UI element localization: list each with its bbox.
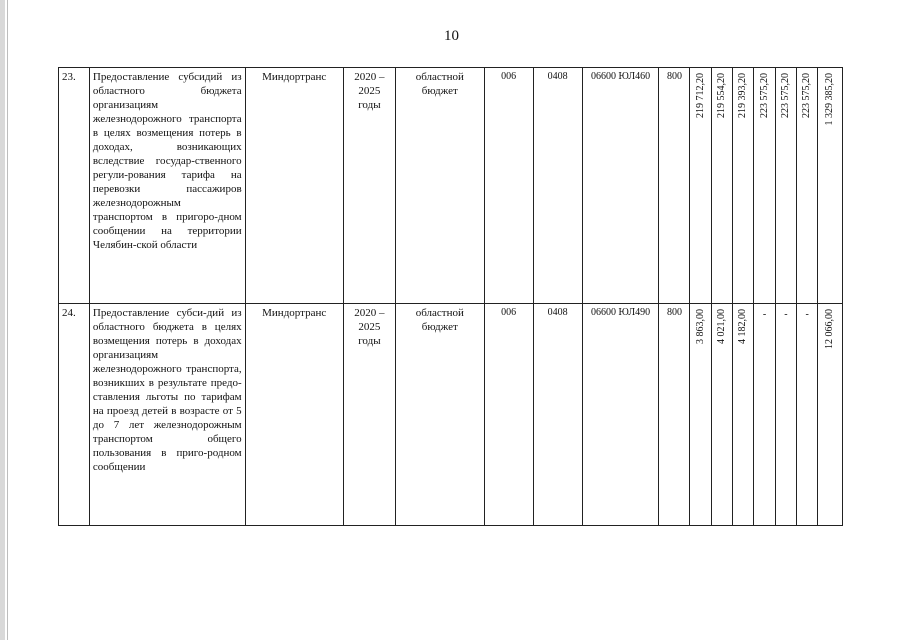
year-value-cell [754,68,775,304]
year-value: 219 712,20 [694,73,706,118]
year-value-cell [754,304,775,526]
funding-source-cell: областной бюджет [396,68,485,304]
measure-description: Предоставление субсидий из областного бюджета организациям железнодорожного транспорта в целях возмещения потерь в доходах, возникающих вследствие государ-ственного регули-рования тарифа на перевозки пассажиров железнодорожным транспортом в пригоро-дном сообщении на территории Челябин-ской области [89,68,245,304]
total-value: 1 329 385,20 [824,73,836,126]
year-value-cell [690,68,711,304]
section-code-cell: 0408 [533,304,582,526]
year-value-cell [733,68,754,304]
executor-cell: Миндортранс [245,68,343,304]
total-value-cell [818,304,843,526]
section-code-cell: 0408 [533,68,582,304]
year-value-cell [775,68,796,304]
year-value: 4 021,00 [715,309,727,344]
year-value-cell [733,304,754,526]
grbs-code-cell: 006 [484,68,533,304]
period-cell: 2020 – 2025 годы [343,304,395,526]
target-article-cell: 06600 ЮЛ490 [582,304,659,526]
target-article-cell: 06600 ЮЛ460 [582,68,659,304]
funding-source-cell: областной бюджет [396,304,485,526]
year-value-cell [797,304,818,526]
year-value: 219 554,20 [715,73,727,118]
year-value: - [784,309,788,320]
expense-type-cell: 800 [659,68,690,304]
total-value: 12 066,00 [824,309,836,349]
year-value: - [805,309,809,320]
grbs-code-cell: 006 [484,304,533,526]
year-value: 4 182,00 [737,309,749,344]
year-value-cell [711,304,732,526]
executor-cell: Миндортранс [245,304,343,526]
year-value-cell [690,304,711,526]
table-row [59,304,843,526]
page-number: 10 [444,28,459,44]
table-row [59,68,843,304]
period-cell: 2020 – 2025 годы [343,68,395,304]
year-value-cell [797,68,818,304]
year-value: 3 863,00 [694,309,706,344]
scan-left-edge-line [7,0,8,640]
measure-description: Предоставление субси-дий из областного бюджета в целях возмещения потерь в доходах организациям железнодорожного транспорта, возникших в результате предо-ставления льготы по тарифам на проезд детей в возрасте от 5 до 7 лет железнодорожным транспортом общего пользования в приго-родном сообщении [89,304,245,526]
budget-table [58,67,843,526]
year-value: 223 575,20 [779,73,791,118]
expense-type-cell: 800 [659,304,690,526]
year-value: 219 393,20 [737,73,749,118]
total-value-cell [818,68,843,304]
year-value: 223 575,20 [758,73,770,118]
scan-left-edge [0,0,5,640]
year-value-cell [711,68,732,304]
year-value: 223 575,20 [801,73,813,118]
year-value-cell [775,304,796,526]
row-number: 24. [59,304,90,526]
year-value: - [762,309,767,320]
row-number: 23. [59,68,90,304]
